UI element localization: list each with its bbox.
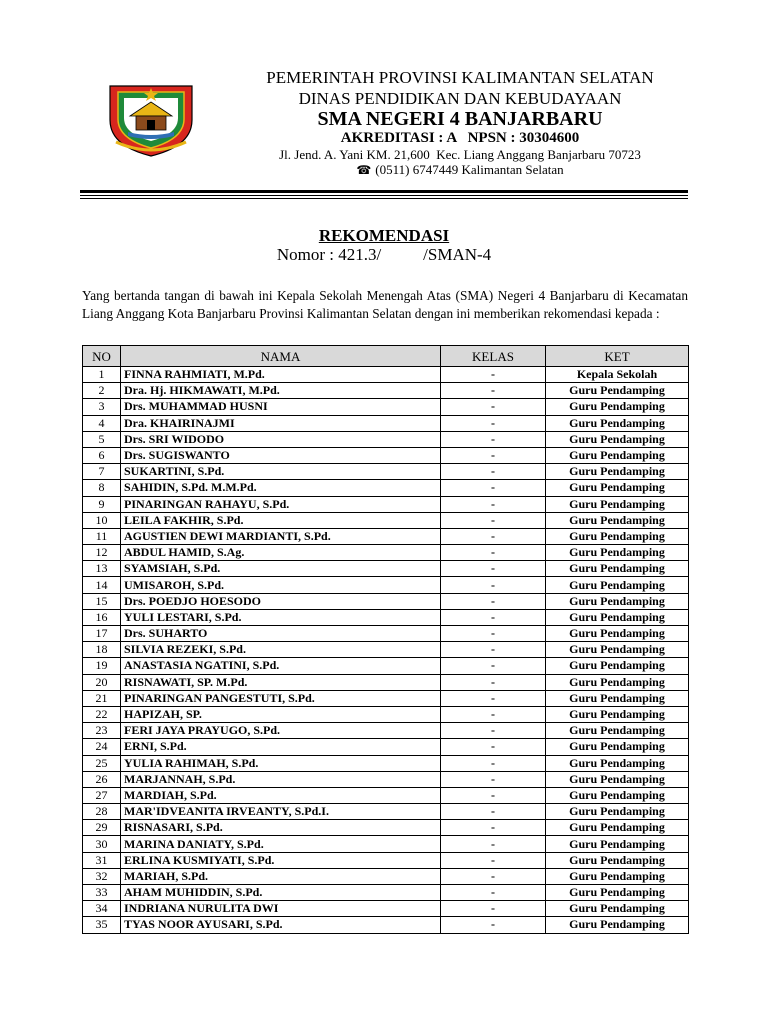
row-note: Guru Pendamping [546, 755, 689, 771]
row-note: Guru Pendamping [546, 885, 689, 901]
row-number: 33 [83, 885, 121, 901]
table-row [83, 739, 689, 755]
row-class: - [441, 787, 546, 803]
table-row [83, 431, 689, 447]
document-number [0, 245, 768, 265]
department-line: DINAS PENDIDIKAN DAN KEBUDAYAAN [298, 89, 622, 108]
row-name: Drs. SUHARTO [121, 626, 441, 642]
row-note: Guru Pendamping [546, 528, 689, 544]
row-class: - [441, 512, 546, 528]
row-name: MARINA DANIATY, S.Pd. [121, 836, 441, 852]
table-row [83, 545, 689, 561]
table-row [83, 415, 689, 431]
row-number: 15 [83, 593, 121, 609]
row-number: 32 [83, 868, 121, 884]
row-note: Guru Pendamping [546, 771, 689, 787]
row-class: - [441, 901, 546, 917]
table-row [83, 868, 689, 884]
row-note: Guru Pendamping [546, 787, 689, 803]
telephone-icon: ☎ [356, 163, 372, 177]
row-class: - [441, 658, 546, 674]
row-number: 17 [83, 626, 121, 642]
row-name: UMISAROH, S.Pd. [121, 577, 441, 593]
row-number: 20 [83, 674, 121, 690]
row-name: FERI JAYA PRAYUGO, S.Pd. [121, 723, 441, 739]
table-row [83, 771, 689, 787]
row-class: - [441, 836, 546, 852]
table-row [83, 496, 689, 512]
row-class: - [441, 415, 546, 431]
row-name: LEILA FAKHIR, S.Pd. [121, 512, 441, 528]
row-class: - [441, 706, 546, 722]
table-row [83, 658, 689, 674]
row-name: ABDUL HAMID, S.Ag. [121, 545, 441, 561]
letterhead [0, 0, 768, 200]
table-row [83, 723, 689, 739]
row-number: 31 [83, 852, 121, 868]
row-number: 24 [83, 739, 121, 755]
letterhead-divider-thin [80, 198, 688, 199]
table-row [83, 690, 689, 706]
row-name: YULIA RAHIMAH, S.Pd. [121, 755, 441, 771]
row-note: Guru Pendamping [546, 690, 689, 706]
row-class: - [441, 577, 546, 593]
table-row [83, 885, 689, 901]
row-name: Drs. SRI WIDODO [121, 431, 441, 447]
row-class: - [441, 431, 546, 447]
row-note: Guru Pendamping [546, 561, 689, 577]
header-kelas: KELAS [441, 346, 546, 367]
row-class: - [441, 447, 546, 463]
header-nama: NAMA [121, 346, 441, 367]
row-note: Kepala Sekolah [546, 367, 689, 383]
row-note: Guru Pendamping [546, 820, 689, 836]
row-note: Guru Pendamping [546, 609, 689, 625]
row-number: 19 [83, 658, 121, 674]
row-note: Guru Pendamping [546, 464, 689, 480]
row-note: Guru Pendamping [546, 577, 689, 593]
row-name: MARDIAH, S.Pd. [121, 787, 441, 803]
header-ket: KET [546, 346, 689, 367]
row-class: - [441, 399, 546, 415]
row-name: Drs. SUGISWANTO [121, 447, 441, 463]
row-number: 23 [83, 723, 121, 739]
row-name: PINARINGAN PANGESTUTI, S.Pd. [121, 690, 441, 706]
row-name: MARJANNAH, S.Pd. [121, 771, 441, 787]
table-row [83, 512, 689, 528]
phone-line [190, 162, 730, 178]
table-row [83, 917, 689, 933]
row-number: 22 [83, 706, 121, 722]
row-number: 8 [83, 480, 121, 496]
row-note: Guru Pendamping [546, 593, 689, 609]
row-note: Guru Pendamping [546, 383, 689, 399]
row-note: Guru Pendamping [546, 399, 689, 415]
row-name: SAHIDIN, S.Pd. M.M.Pd. [121, 480, 441, 496]
row-number: 21 [83, 690, 121, 706]
row-class: - [441, 480, 546, 496]
provincial-emblem-icon [104, 72, 198, 158]
table-row [83, 836, 689, 852]
accreditation-line: AKREDITASI : A NPSN : 30304600 [340, 130, 580, 146]
row-name: RISNAWATI, SP. M.Pd. [121, 674, 441, 690]
row-name: Dra. KHAIRINAJMI [121, 415, 441, 431]
row-name: SUKARTINI, S.Pd. [121, 464, 441, 480]
row-class: - [441, 496, 546, 512]
row-name: ANASTASIA NGATINI, S.Pd. [121, 658, 441, 674]
row-number: 30 [83, 836, 121, 852]
row-note: Guru Pendamping [546, 447, 689, 463]
row-number: 10 [83, 512, 121, 528]
row-class: - [441, 885, 546, 901]
row-name: AGUSTIEN DEWI MARDIANTI, S.Pd. [121, 528, 441, 544]
row-class: - [441, 626, 546, 642]
header-no: NO [83, 346, 121, 367]
government-line: PEMERINTAH PROVINSI KALIMANTAN SELATAN [266, 68, 654, 87]
table-row [83, 464, 689, 480]
row-number: 35 [83, 917, 121, 933]
row-name: TYAS NOOR AYUSARI, S.Pd. [121, 917, 441, 933]
row-note: Guru Pendamping [546, 917, 689, 933]
row-note: Guru Pendamping [546, 431, 689, 447]
row-note: Guru Pendamping [546, 739, 689, 755]
row-number: 29 [83, 820, 121, 836]
row-class: - [441, 674, 546, 690]
row-name: HAPIZAH, SP. [121, 706, 441, 722]
table-row [83, 642, 689, 658]
row-note: Guru Pendamping [546, 852, 689, 868]
row-number: 9 [83, 496, 121, 512]
table-row [83, 593, 689, 609]
row-class: - [441, 771, 546, 787]
row-note: Guru Pendamping [546, 496, 689, 512]
row-name: AHAM MUHIDDIN, S.Pd. [121, 885, 441, 901]
table-header-row [83, 346, 689, 367]
row-class: - [441, 464, 546, 480]
row-number: 34 [83, 901, 121, 917]
row-class: - [441, 383, 546, 399]
row-name: Dra. Hj. HIKMAWATI, M.Pd. [121, 383, 441, 399]
letterhead-divider-thin [80, 195, 688, 196]
row-class: - [441, 852, 546, 868]
number-prefix: Nomor : 421.3/ [276, 245, 382, 264]
row-class: - [441, 642, 546, 658]
row-note: Guru Pendamping [546, 901, 689, 917]
row-name: ERNI, S.Pd. [121, 739, 441, 755]
row-class: - [441, 690, 546, 706]
table-row [83, 480, 689, 496]
row-note: Guru Pendamping [546, 706, 689, 722]
row-name: Drs. MUHAMMAD HUSNI [121, 399, 441, 415]
table-row [83, 626, 689, 642]
table-row [83, 577, 689, 593]
row-name: PINARINGAN RAHAYU, S.Pd. [121, 496, 441, 512]
table-row [83, 755, 689, 771]
row-name: INDRIANA NURULITA DWI [121, 901, 441, 917]
row-number: 12 [83, 545, 121, 561]
table-row [83, 561, 689, 577]
row-class: - [441, 593, 546, 609]
table-row [83, 674, 689, 690]
row-number: 27 [83, 787, 121, 803]
table-row [83, 399, 689, 415]
phone-text: (0511) 6747449 Kalimantan Selatan [375, 162, 564, 177]
row-class: - [441, 917, 546, 933]
school-name: SMA NEGERI 4 BANJARBARU [317, 108, 603, 130]
row-note: Guru Pendamping [546, 868, 689, 884]
row-number: 1 [83, 367, 121, 383]
row-number: 7 [83, 464, 121, 480]
document-title: REKOMENDASI [318, 226, 450, 245]
row-note: Guru Pendamping [546, 415, 689, 431]
table-body [83, 367, 689, 934]
address-line: Jl. Jend. A. Yani KM. 21,600 Kec. Liang Anggang Banjarbaru 70723 [279, 147, 641, 162]
row-name: SILVIA REZEKI, S.Pd. [121, 642, 441, 658]
row-note: Guru Pendamping [546, 545, 689, 561]
row-number: 11 [83, 528, 121, 544]
row-note: Guru Pendamping [546, 723, 689, 739]
recommendation-table [82, 345, 689, 934]
table-row [83, 383, 689, 399]
row-note: Guru Pendamping [546, 804, 689, 820]
row-number: 13 [83, 561, 121, 577]
row-number: 4 [83, 415, 121, 431]
row-number: 14 [83, 577, 121, 593]
row-number: 25 [83, 755, 121, 771]
row-number: 2 [83, 383, 121, 399]
row-class: - [441, 723, 546, 739]
row-class: - [441, 804, 546, 820]
table-row [83, 804, 689, 820]
row-class: - [441, 609, 546, 625]
row-note: Guru Pendamping [546, 626, 689, 642]
intro-paragraph: Yang bertanda tangan di bawah ini Kepala Sekolah Menengah Atas (SMA) Negeri 4 Banjarbaru di Kecamatan Liang Anggang Kota Banjarbaru Provinsi Kalimantan Selatan dengan ini memberikan rekomendasi kepada : [82, 288, 688, 321]
table-row [83, 901, 689, 917]
row-number: 3 [83, 399, 121, 415]
row-number: 16 [83, 609, 121, 625]
row-note: Guru Pendamping [546, 836, 689, 852]
row-class: - [441, 868, 546, 884]
row-class: - [441, 561, 546, 577]
row-name: FINNA RAHMIATI, M.Pd. [121, 367, 441, 383]
row-number: 28 [83, 804, 121, 820]
row-class: - [441, 367, 546, 383]
row-name: RISNASARI, S.Pd. [121, 820, 441, 836]
row-class: - [441, 820, 546, 836]
table-row [83, 787, 689, 803]
row-number: 6 [83, 447, 121, 463]
row-class: - [441, 755, 546, 771]
letterhead-divider-thick [80, 190, 688, 193]
row-number: 26 [83, 771, 121, 787]
row-name: ERLINA KUSMIYATI, S.Pd. [121, 852, 441, 868]
row-name: MAR'IDVEANITA IRVEANTY, S.Pd.I. [121, 804, 441, 820]
row-name: Drs. POEDJO HOESODO [121, 593, 441, 609]
row-class: - [441, 545, 546, 561]
row-note: Guru Pendamping [546, 642, 689, 658]
table-row [83, 528, 689, 544]
row-name: SYAMSIAH, S.Pd. [121, 561, 441, 577]
table-row [83, 447, 689, 463]
table-row [83, 706, 689, 722]
table-row [83, 609, 689, 625]
row-note: Guru Pendamping [546, 512, 689, 528]
row-class: - [441, 739, 546, 755]
row-name: YULI LESTARI, S.Pd. [121, 609, 441, 625]
row-number: 5 [83, 431, 121, 447]
table-row [83, 820, 689, 836]
row-note: Guru Pendamping [546, 480, 689, 496]
row-class: - [441, 528, 546, 544]
table-row [83, 852, 689, 868]
row-note: Guru Pendamping [546, 674, 689, 690]
table-row [83, 367, 689, 383]
row-note: Guru Pendamping [546, 658, 689, 674]
row-name: MARIAH, S.Pd. [121, 868, 441, 884]
number-suffix: /SMAN-4 [423, 245, 492, 264]
row-number: 18 [83, 642, 121, 658]
